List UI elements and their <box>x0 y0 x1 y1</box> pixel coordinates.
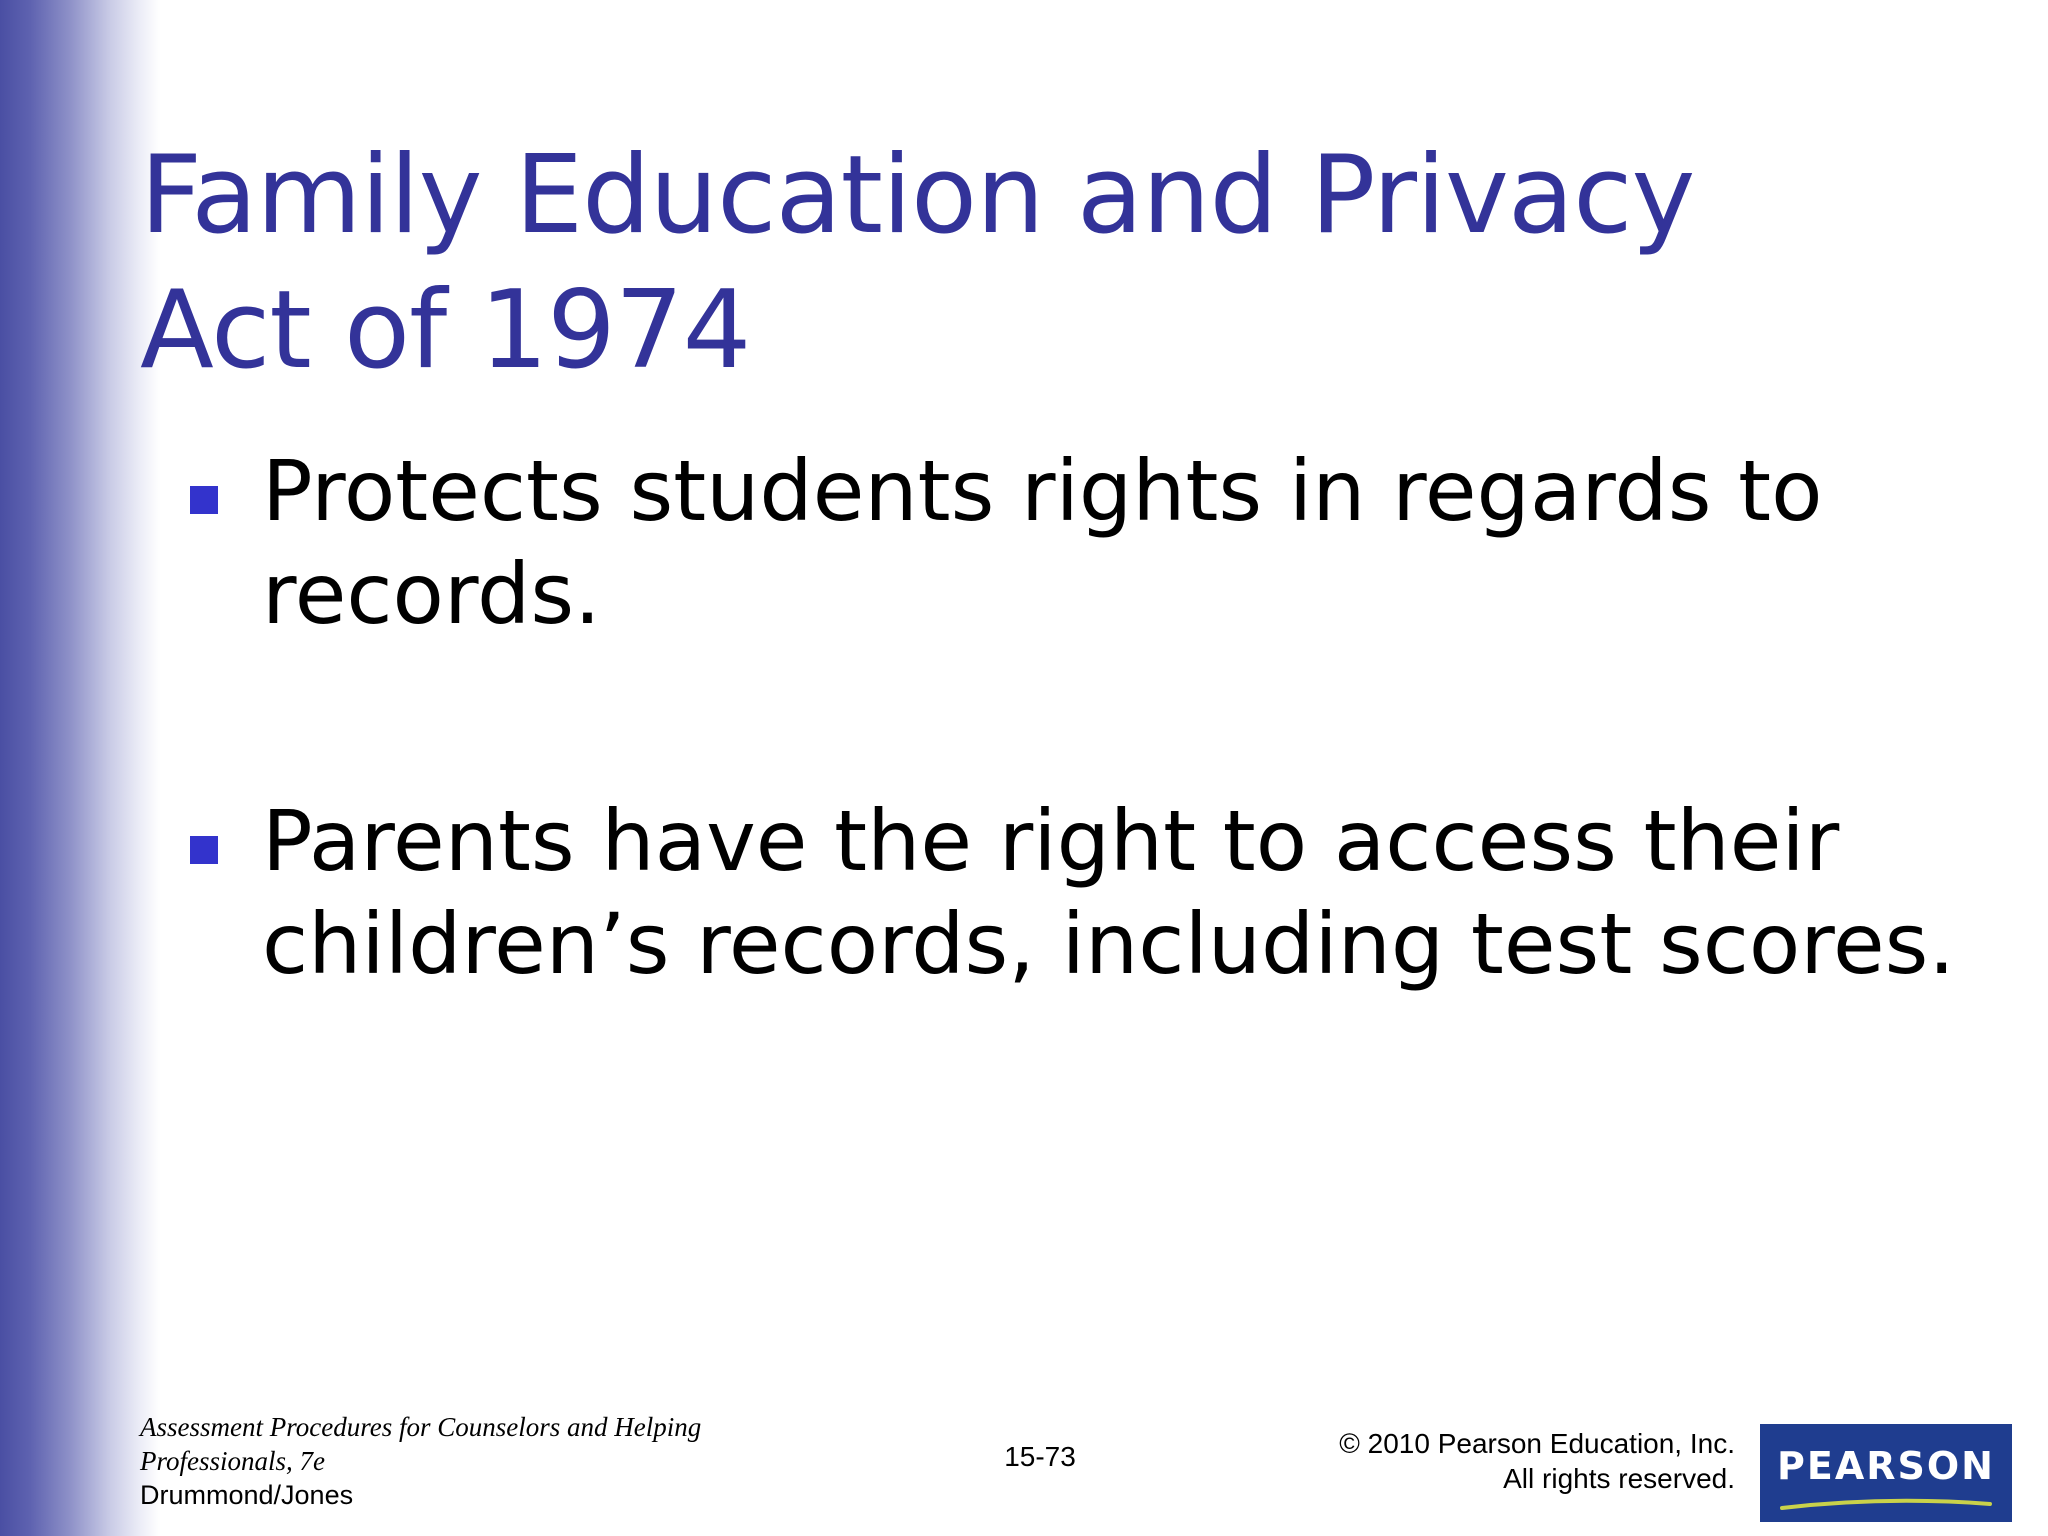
page-number: 15-73 <box>1004 1441 1076 1472</box>
book-title-line-2: Professionals, 7e <box>140 1446 325 1476</box>
footer-book-citation <box>140 1410 780 1512</box>
logo-swoosh-icon <box>1778 1494 1994 1516</box>
slide-title-line-1: Family Education and Privacy <box>140 133 1695 258</box>
bullet-1-line-1: Protects students rights in regards to <box>262 442 1823 540</box>
square-bullet-icon <box>190 836 218 864</box>
bullet-text-1 <box>262 440 1902 646</box>
square-bullet-icon <box>190 486 218 514</box>
book-authors: Drummond/Jones <box>140 1480 354 1510</box>
book-title-line-1: Assessment Procedures for Counselors and Helping <box>140 1412 702 1442</box>
copyright-notice <box>1215 1426 1735 1496</box>
left-gradient-bar <box>0 0 160 1536</box>
bullet-2-line-1: Parents have the right to access their <box>262 792 1840 890</box>
pearson-logo <box>1760 1424 2012 1522</box>
bullet-2-line-2: children’s records, including test scores. <box>262 895 1956 993</box>
pearson-logo-text: PEARSON <box>1777 1444 1995 1488</box>
copyright-line-2: All rights reserved. <box>1503 1463 1735 1494</box>
bullet-text-2 <box>262 790 1956 996</box>
bullet-1-line-2: records. <box>262 545 601 643</box>
slide-title <box>140 128 1840 398</box>
copyright-line-1: © 2010 Pearson Education, Inc. <box>1339 1428 1735 1459</box>
slide-title-line-2: Act of 1974 <box>140 268 751 393</box>
